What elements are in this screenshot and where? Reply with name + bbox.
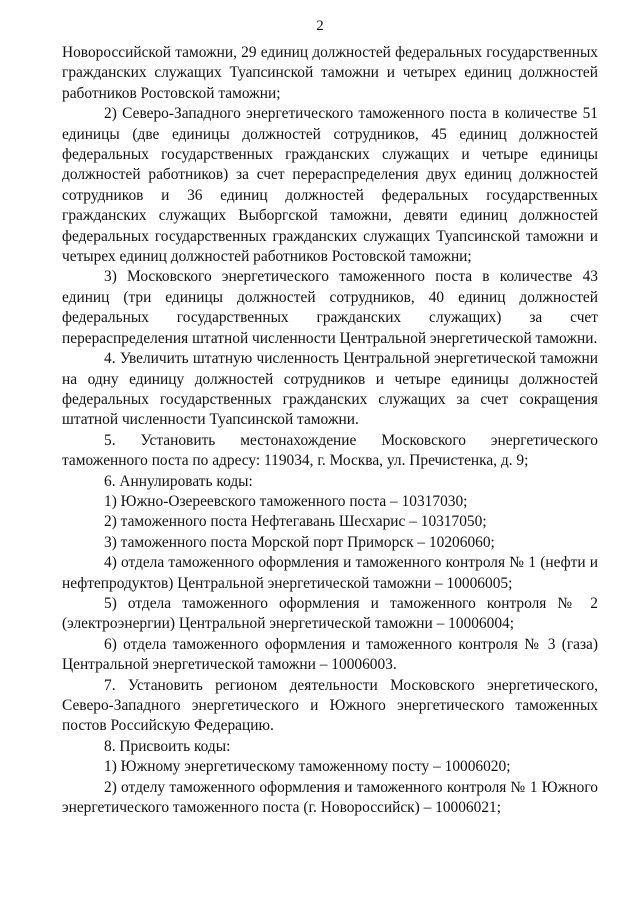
- paragraph-clause-8-item-1: 1) Южному энергетическому таможенному посту – 10006020;: [104, 758, 511, 776]
- paragraph-clause-6-item-4: 4) отдела таможенного оформления и таможенного контроля № 1 (нефти и нефтепродуктов) Центральной энергетической таможни – 10006005;: [62, 554, 598, 592]
- paragraph-item-2-northwest-post: 2) Северо-Западного энергетического таможенного поста в количестве 51 единицы (две единицы должностей сотрудников, 45 единиц должностей федеральных государственных гражданских служащих и четыре единицы должностей работников) за счет перераспределения двух единиц должностей сотрудников и 36 единиц должностей федеральных государственных гражданских служащих Выборгской таможни, девяти единиц должностей федеральных государственных гражданских служащих Туапсинской таможни и четырех единиц должностей работников Ростовской таможни;: [62, 105, 598, 266]
- document-body: [62, 43, 598, 818]
- paragraph-clause-6-item-1: 1) Южно-Озереевского таможенного поста – 10317030;: [104, 492, 468, 510]
- paragraph-clause-8-item-2: 2) отделу таможенного оформления и таможенного контроля № 1 Южного энергетического таможенного поста (г. Новороссийск) – 10006021;: [62, 778, 598, 817]
- paragraph-clause-5: 5. Установить местонахождение Московского энергетического таможенного поста по адресу: 119034, г. Москва, ул. Пречистенка, д. 9;: [62, 431, 598, 470]
- paragraph-item-3-moscow-post: 3) Московского энергетического таможенного поста в количестве 43 единиц (три единицы должностей сотрудников, 40 единиц должностей федеральных государственных гражданских служащих) за счет перераспределения штатной численности Центральной энергетической таможни.: [62, 268, 598, 347]
- paragraph-clause-8-heading: 8. Присвоить коды:: [104, 737, 231, 755]
- page-number: 2: [316, 18, 324, 34]
- paragraph-clause-7: 7. Установить регионом деятельности Московского энергетического, Северо-Западного энергетического и Южного энергетического таможенных постов Российскую Федерацию.: [62, 676, 598, 735]
- paragraph-clause-6-item-6: 6) отдела таможенного оформления и таможенного контроля № 3 (газа) Центральной энергетической таможни – 10006003.: [62, 635, 598, 674]
- paragraph-continuation: Новороссийской таможни, 29 единиц должностей федеральных государственных гражданских служащих Туапсинской таможни и четырех единиц должностей работников Ростовской таможни;: [62, 44, 598, 102]
- paragraph-clause-6-item-3: 3) таможенного поста Морской порт Приморск – 10206060;: [104, 533, 495, 551]
- paragraph-clause-6-item-5: 5) отдела таможенного оформления и таможенного контроля № 2 (электроэнергии) Центральной энергетической таможни – 10006004;: [62, 594, 598, 633]
- paragraph-clause-4: 4. Увеличить штатную численность Центральной энергетической таможни на одну единицу должностей сотрудников и четыре единицы должностей федеральных государственных гражданских служащих за счет сокращения штатной численности Туапсинской таможни.: [62, 350, 598, 429]
- paragraph-clause-6-item-2: 2) таможенного поста Нефтегавань Шесхарис – 10317050;: [104, 513, 487, 531]
- paragraph-clause-6-heading: 6. Аннулировать коды:: [104, 472, 253, 490]
